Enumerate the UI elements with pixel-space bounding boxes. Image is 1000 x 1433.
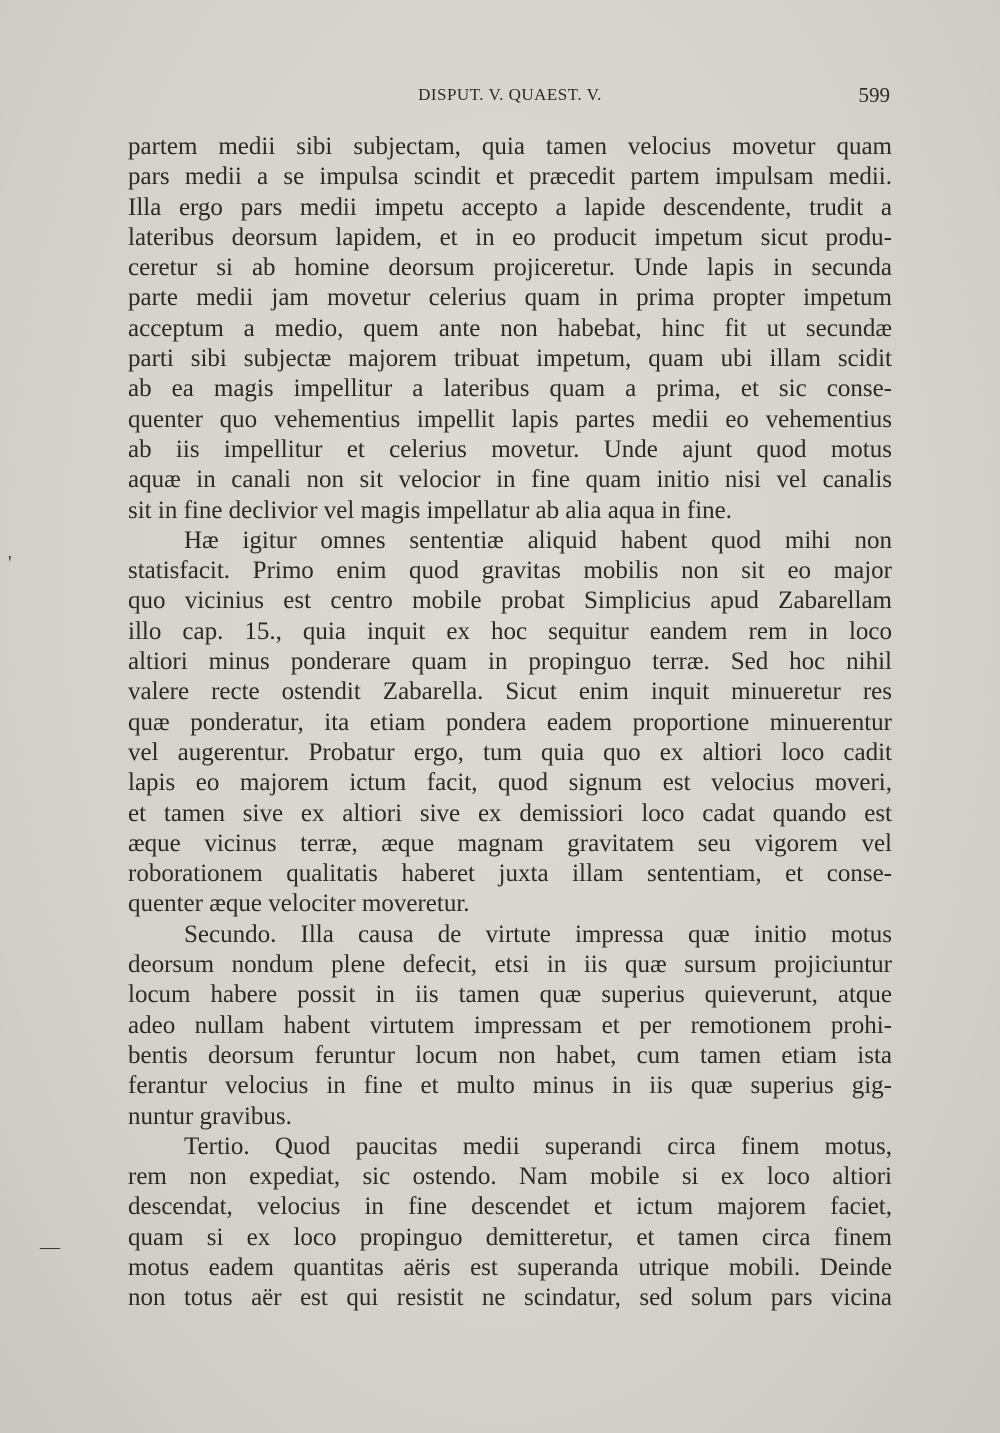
- text-line: deorsum nondum plene defecit, etsi in iis quæ sursum projiciuntur: [128, 951, 892, 979]
- text-line: bentis deorsum feruntur locum non habet, cum tamen etiam ista: [128, 1041, 892, 1069]
- text-line: motus eadem quantitas aëris est superanda utrique mobili. Deinde: [128, 1253, 892, 1281]
- text-line: pars medii a se impulsa scindit et præcedit partem impulsam medii.: [128, 163, 892, 191]
- text-line: acceptum a medio, quem ante non habebat, hinc fit ut secundæ: [128, 314, 892, 342]
- text-line: Secundo. Illa causa de virtute impressa quæ initio motus: [184, 920, 892, 948]
- text-line: altiori minus ponderare quam in propinguo terræ. Sed hoc nihil: [128, 648, 892, 676]
- page-number: 599: [858, 83, 890, 107]
- text-line: ferantur velocius in fine et multo minus in iis quæ superius gig-: [128, 1072, 892, 1100]
- margin-mark: —: [40, 1236, 60, 1258]
- text-line: quenter quo vehementius impellit lapis partes medii eo vehementius: [128, 405, 892, 433]
- text-line: vel augerentur. Probatur ergo, tum quia quo ex altiori loco cadit: [128, 738, 892, 766]
- text-line: descendat, velocius in fine descendet et ictum majorem faciet,: [128, 1193, 892, 1221]
- text-line: aquæ in canali non sit velocior in fine quam initio nisi vel canalis: [128, 466, 892, 494]
- text-line: adeo nullam habent virtutem impressam et per remotionem prohi-: [128, 1011, 892, 1039]
- text-line: nuntur gravibus.: [128, 1102, 292, 1130]
- text-line: Illa ergo pars medii impetu accepto a lapide descendente, trudit a: [128, 193, 892, 221]
- text-line: ab ea magis impellitur a lateribus quam a prima, et sic conse-: [128, 375, 892, 403]
- text-line: non totus aër est qui resistit ne scindatur, sed solum pars vicina: [128, 1284, 892, 1312]
- page-body-text: [128, 132, 892, 1314]
- text-line: quo vicinius est centro mobile probat Simplicius apud Zabarellam: [128, 587, 892, 615]
- text-line: et tamen sive ex altiori sive ex demissiori loco cadat quando est: [128, 799, 892, 827]
- text-line: valere recte ostendit Zabarella. Sicut enim inquit minueretur res: [128, 678, 892, 706]
- text-line: roborationem qualitatis haberet juxta illam sententiam, et conse-: [128, 860, 892, 888]
- text-line: Hæ igitur omnes sententiæ aliquid habent quod mihi non: [184, 526, 892, 554]
- text-line: ceretur si ab homine deorsum projiceretur. Unde lapis in secunda: [128, 254, 892, 282]
- text-line: lateribus deorsum lapidem, et in eo producit impetum sicut produ-: [128, 223, 892, 251]
- text-line: locum habere possit in iis tamen quæ superius quieverunt, atque: [128, 981, 892, 1009]
- page-header: [130, 80, 890, 110]
- text-line: statisfacit. Primo enim quod gravitas mobilis non sit eo major: [128, 557, 892, 585]
- text-line: rem non expediat, sic ostendo. Nam mobile si ex loco altiori: [128, 1163, 892, 1191]
- running-head: DISPUT. V. QUAEST. V.: [418, 85, 602, 104]
- text-line: parte medii jam movetur celerius quam in prima propter impetum: [128, 284, 892, 312]
- margin-mark: ': [8, 552, 12, 574]
- text-line: æque vicinus terræ, æque magnam gravitatem seu vigorem vel: [128, 829, 892, 857]
- text-line: quenter æque velociter moveretur.: [128, 890, 470, 918]
- text-line: ab iis impellitur et celerius movetur. Unde ajunt quod motus: [128, 435, 892, 463]
- text-line: Tertio. Quod paucitas medii superandi circa finem motus,: [184, 1132, 892, 1160]
- text-line: parti sibi subjectæ majorem tribuat impetum, quam ubi illam scidit: [128, 345, 892, 373]
- text-line: sit in fine declivior vel magis impellatur ab alia aqua in fine.: [128, 496, 732, 524]
- text-line: partem medii sibi subjectam, quia tamen velocius movetur quam: [128, 133, 892, 160]
- text-line: illo cap. 15., quia inquit ex hoc sequitur eandem rem in loco: [128, 617, 892, 645]
- text-line: quam si ex loco propinguo demitteretur, et tamen circa finem: [128, 1223, 892, 1251]
- text-line: lapis eo majorem ictum facit, quod signum est velocius moveri,: [128, 769, 892, 797]
- text-line: quæ ponderatur, ita etiam pondera eadem proportione minuerentur: [128, 708, 892, 736]
